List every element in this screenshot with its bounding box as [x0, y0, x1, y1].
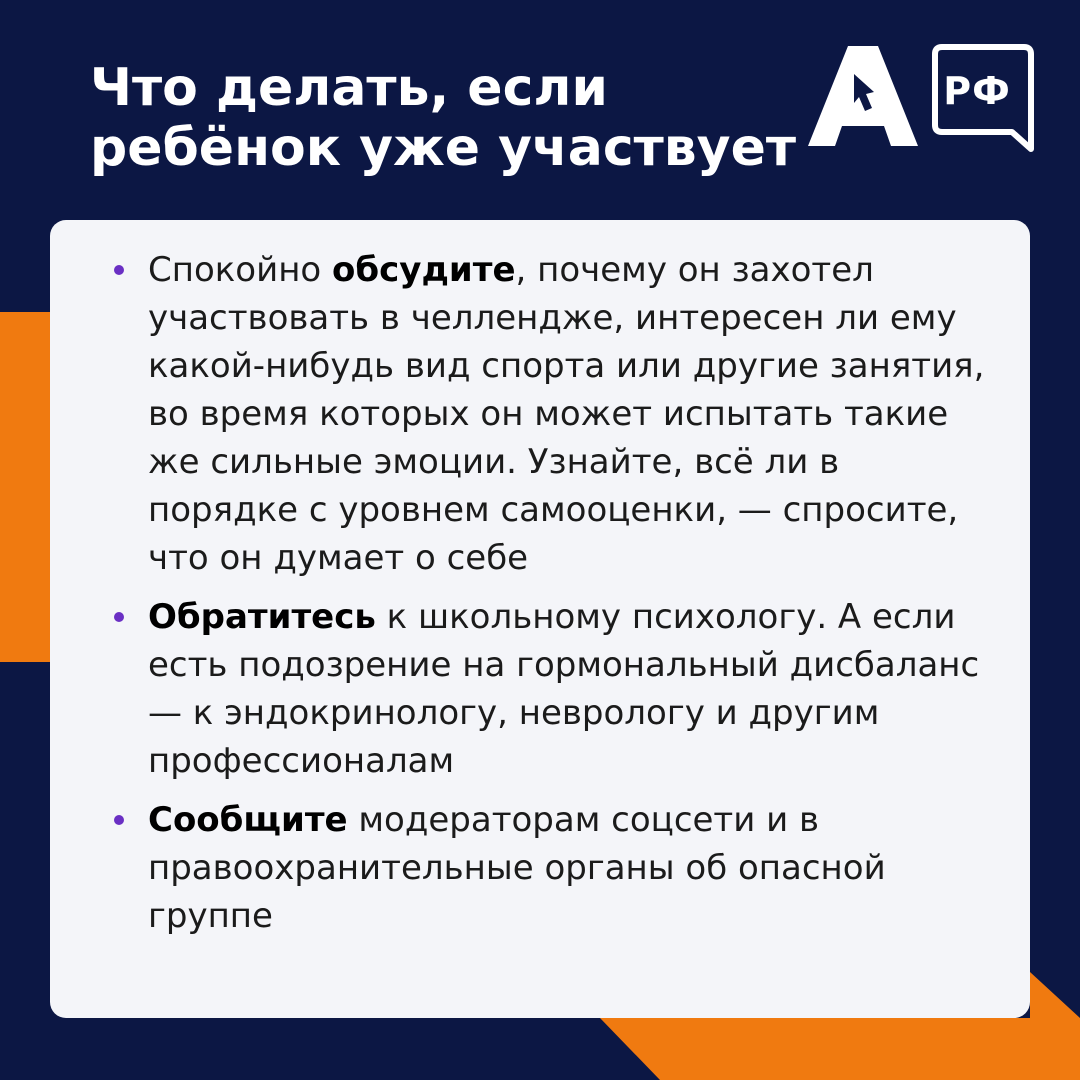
- list-item: [114, 246, 992, 582]
- orange-shape-left: [0, 312, 50, 662]
- item-text: Обратитесь к школьному психологу. А если есть подозрение на гормональный дисбаланс — к эндокринологу, неврологу и другим профессионалам: [148, 597, 980, 781]
- list-item: [114, 796, 992, 940]
- logo-text: РФ: [943, 69, 1011, 113]
- bullet-icon: [114, 612, 124, 622]
- item-text: Сообщите модераторам соцсети и в правоохранительные органы об опасной группе: [148, 800, 886, 936]
- letter-a-cursor-icon: [808, 46, 918, 146]
- brand-logo: [808, 44, 1040, 156]
- bullet-icon: [114, 815, 124, 825]
- item-bold-verb: обсудите: [332, 250, 516, 290]
- item-bold-verb: Обратитесь: [148, 597, 376, 637]
- content-card: [50, 220, 1030, 1018]
- item-text: Спокойно обсудите, почему он захотел участвовать в челлендже, интересен ли ему какой-нибудь вид спорта или другие занятия, во время которых он может испытать такие же сильные эмоции. Узнайте, всё ли в порядке с уровнем самооценки, — спросите, что он думает о себе: [148, 250, 985, 578]
- advice-list: [114, 246, 992, 940]
- item-bold-verb: Сообщите: [148, 800, 348, 840]
- page-title: Что делать, если ребёнок уже участвует: [90, 58, 796, 178]
- list-item: [114, 593, 992, 785]
- bullet-icon: [114, 265, 124, 275]
